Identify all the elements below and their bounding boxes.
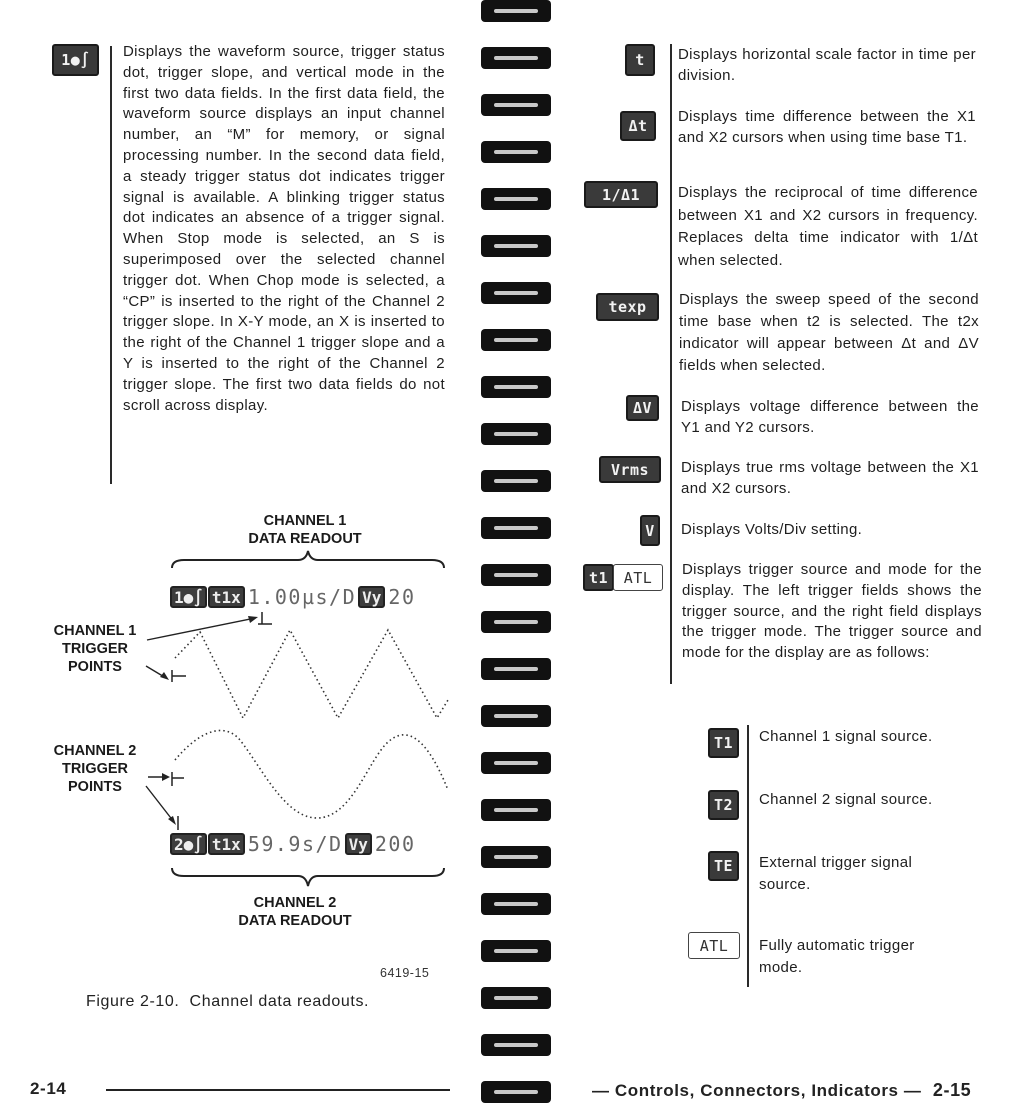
- ch1-readout-brace: [170, 548, 446, 570]
- waveform-plot: [0, 600, 460, 840]
- ch2-arrow-a-head: [162, 773, 170, 781]
- spiral-ring: [481, 376, 551, 398]
- entry-trigger: Displays trigger source and mode for the display. The left trigger fields shows the trigger source, and the right field displays the trigger mode. The trigger source and mode for the display are as follows:: [682, 561, 982, 662]
- right-footer-title: — Controls, Connectors, Indicators — 2-15: [592, 1080, 972, 1100]
- spiral-ring: [481, 987, 551, 1009]
- delta-t-icon: Δt: [620, 111, 656, 141]
- ch2-vmode-chip: Vy: [345, 833, 372, 855]
- source-ch2-text: Channel 2 signal source.: [759, 791, 933, 808]
- spiral-ring: [481, 752, 551, 774]
- ch2-scale-text: 59.9s/D: [247, 832, 343, 856]
- right-divider: [670, 44, 672, 684]
- time-per-div-icon: t: [625, 44, 655, 76]
- ch1-trigger-marker-a: [258, 612, 272, 624]
- ch2-source-icon: T2: [708, 790, 739, 820]
- spiral-ring: [481, 235, 551, 257]
- spiral-ring: [481, 470, 551, 492]
- spiral-ring: [481, 799, 551, 821]
- auto-trigger-icon: ATL: [688, 932, 740, 959]
- ch1-vmode-chip: Vy: [358, 586, 385, 608]
- ch1-arrow-b-head: [160, 672, 169, 680]
- entry-delta-t: Displays time difference between the X1 and X2 cursors when using time base T1.: [678, 108, 976, 146]
- spiral-ring: [481, 517, 551, 539]
- ch2-timebase-chip: t1x: [208, 833, 245, 855]
- spiral-ring: [481, 705, 551, 727]
- intro-paragraph: Displays the waveform source, trigger status dot, trigger slope, and vertical mode in the first two data fields. In the first data field, the waveform source displays an input channel number, an “M” for memory, or signal processing number. In the second data field, a steady trigger status dot indicates trigger signal is available. A blinking trigger status dot indicates an absence of a trigger signal. When Stop mode is selected, an S is superimposed over the selected channel trigger dot. When Chop mode is selected, a “CP” is inserted to the right of the Channel 2 trigger slope. In X-Y mode, an X is inserted to the right of the Channel 1 trigger slope and a Y is inserted to the right of the Channel 2 trigger slope. The first two data fields do not scroll across display.: [123, 43, 445, 414]
- spiral-ring: [481, 846, 551, 868]
- entry-delta-v: Displays voltage difference between the Y1 and Y2 cursors.: [681, 398, 979, 436]
- ch2-source-chip: 2●∫: [170, 833, 207, 855]
- ch2-arrow-b: [146, 786, 174, 822]
- spiral-ring: [481, 940, 551, 962]
- entry-second-timebase: Displays the sweep speed of the second time base when t2 is selected. The t2x indicator will appear between Δt and ΔV fields when selected.: [679, 291, 979, 374]
- entry-time-per-div: Displays horizontal scale factor in time per division.: [678, 46, 976, 84]
- ch1-volts-text: 20: [388, 585, 416, 609]
- spiral-ring: [481, 1081, 551, 1103]
- spiral-ring: [481, 893, 551, 915]
- trigger-mode-icon: ATL: [613, 564, 663, 591]
- spiral-ring: [481, 1034, 551, 1056]
- source-trigger-icon: 1●∫: [52, 44, 99, 76]
- trigger-source-icon: t1: [583, 564, 614, 591]
- ch2-trigger-points-label: CHANNEL 2 TRIGGER POINTS: [53, 743, 137, 795]
- ch1-source-chip: 1●∫: [170, 586, 207, 608]
- ch2-readout: [170, 831, 418, 857]
- ch1-scale-text: 1.00µs/D: [247, 585, 357, 609]
- spiral-ring: [481, 188, 551, 210]
- spiral-ring: [481, 564, 551, 586]
- spiral-ring: [481, 329, 551, 351]
- source-auto-text: Fully automatic trigger mode.: [759, 937, 915, 976]
- ext-source-icon: TE: [708, 851, 739, 881]
- ch2-trigger-marker-a: [172, 772, 184, 786]
- spiral-ring: [481, 47, 551, 69]
- spiral-ring: [481, 282, 551, 304]
- ch2-readout-brace: [170, 866, 446, 890]
- entry-vrms: Displays true rms voltage between the X1 and X2 cursors.: [681, 459, 979, 497]
- ch1-data-readout-title: CHANNEL 1 DATA READOUT: [248, 513, 362, 547]
- spiral-ring: [481, 141, 551, 163]
- left-page-number: 2-14: [30, 1079, 67, 1098]
- source-list-divider: [747, 725, 749, 987]
- vrms-icon: Vrms: [599, 456, 661, 483]
- spiral-ring: [481, 94, 551, 116]
- left-footer-rule: [106, 1089, 450, 1091]
- ch1-trigger-points-label: CHANNEL 1 TRIGGER POINTS: [53, 623, 137, 675]
- entry-volts-div: Displays Volts/Div setting.: [681, 521, 863, 538]
- spiral-ring: [481, 658, 551, 680]
- divider: [110, 46, 112, 484]
- spiral-ring: [481, 611, 551, 633]
- volts-div-icon: V: [640, 515, 660, 546]
- reciprocal-delta-t-icon: 1/Δ1: [584, 181, 658, 208]
- spiral-ring: [481, 0, 551, 22]
- spiral-ring: [481, 423, 551, 445]
- ch1-arrow-a-head: [248, 616, 258, 623]
- delta-v-icon: ΔV: [626, 395, 659, 421]
- spiral-binding: [481, 0, 551, 1120]
- ch2-volts-text: 200: [374, 832, 416, 856]
- ch1-arrow-a: [147, 618, 255, 640]
- ch1-timebase-chip: t1x: [208, 586, 245, 608]
- source-ch1-text: Channel 1 signal source.: [759, 728, 933, 745]
- entry-reciprocal: Displays the reciprocal of time difference between X1 and X2 cursors in frequency. Replaces delta time indicator with 1/Δt when selected.: [678, 184, 978, 269]
- figure-caption: Figure 2-10. Channel data readouts.: [86, 993, 370, 1010]
- ch2-sine-waveform: [175, 730, 448, 818]
- source-ext-text: External trigger signal source.: [759, 854, 913, 893]
- ch1-trigger-marker-b: [172, 670, 186, 682]
- ch1-source-icon: T1: [708, 728, 739, 758]
- second-timebase-icon: texp: [596, 293, 659, 321]
- right-page-number: 2-15: [932, 1080, 972, 1100]
- ch1-triangle-waveform: [175, 630, 448, 718]
- ch2-arrow-b-head: [168, 816, 176, 825]
- figure-number: 6419-15: [380, 966, 430, 980]
- ch2-data-readout-title: CHANNEL 2 DATA READOUT: [238, 895, 352, 929]
